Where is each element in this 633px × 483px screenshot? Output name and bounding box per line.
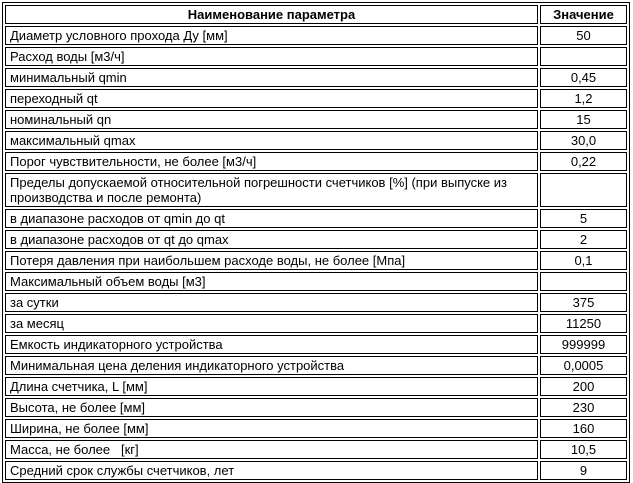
param-name-cell: в диапазоне расходов от qmin до qt bbox=[5, 209, 538, 228]
table-row bbox=[5, 377, 627, 396]
param-value-cell: 2 bbox=[540, 230, 627, 249]
param-value-cell: 375 bbox=[540, 293, 627, 312]
header-row bbox=[5, 5, 627, 24]
param-value-cell: 230 bbox=[540, 398, 627, 417]
param-name-header: Наименование параметра bbox=[5, 5, 538, 24]
table-row bbox=[5, 356, 627, 375]
param-name-cell: максимальный qmax bbox=[5, 131, 538, 150]
table-row bbox=[5, 131, 627, 150]
param-name-cell: Расход воды [м3/ч] bbox=[5, 47, 538, 66]
table-row bbox=[5, 440, 627, 459]
param-name-cell: Длина счетчика, L [мм] bbox=[5, 377, 538, 396]
param-value-cell bbox=[540, 47, 627, 66]
table-row bbox=[5, 272, 627, 291]
param-value-cell: 200 bbox=[540, 377, 627, 396]
param-value-cell: 0,22 bbox=[540, 152, 627, 171]
table-row bbox=[5, 152, 627, 171]
param-value-cell: 999999 bbox=[540, 335, 627, 354]
param-name-cell: в диапазоне расходов от qt до qmax bbox=[5, 230, 538, 249]
param-name-cell: Потеря давления при наибольшем расходе воды, не более [Мпа] bbox=[5, 251, 538, 270]
param-name-cell: Емкость индикаторного устройства bbox=[5, 335, 538, 354]
param-name-cell: минимальный qmin bbox=[5, 68, 538, 87]
param-value-cell: 15 bbox=[540, 110, 627, 129]
table-row bbox=[5, 251, 627, 270]
param-value-cell: 0,45 bbox=[540, 68, 627, 87]
table-row bbox=[5, 26, 627, 45]
param-value-cell: 5 bbox=[540, 209, 627, 228]
param-name-cell: Диаметр условного прохода Ду [мм] bbox=[5, 26, 538, 45]
param-value-cell: 11250 bbox=[540, 314, 627, 333]
param-name-cell: Пределы допускаемой относительной погрешности счетчиков [%] (при выпуске из производства и после ремонта) bbox=[5, 173, 538, 207]
parameters-table bbox=[2, 2, 630, 483]
table-row bbox=[5, 419, 627, 438]
table-row bbox=[5, 461, 627, 480]
table-row bbox=[5, 47, 627, 66]
param-value-cell: 0,0005 bbox=[540, 356, 627, 375]
param-name-cell: номинальный qn bbox=[5, 110, 538, 129]
table-row bbox=[5, 314, 627, 333]
table-row bbox=[5, 230, 627, 249]
table-row bbox=[5, 335, 627, 354]
param-name-cell: Ширина, не более [мм] bbox=[5, 419, 538, 438]
param-value-cell: 160 bbox=[540, 419, 627, 438]
table-row bbox=[5, 293, 627, 312]
param-value-cell bbox=[540, 272, 627, 291]
param-name-cell: Максимальный объем воды [м3] bbox=[5, 272, 538, 291]
param-name-cell: переходный qt bbox=[5, 89, 538, 108]
param-value-cell bbox=[540, 173, 627, 207]
table-row bbox=[5, 209, 627, 228]
param-name-cell: Масса, не более [кг] bbox=[5, 440, 538, 459]
table-row bbox=[5, 110, 627, 129]
param-name-cell: Минимальная цена деления индикаторного устройства bbox=[5, 356, 538, 375]
param-name-cell: за сутки bbox=[5, 293, 538, 312]
param-name-cell: Высота, не более [мм] bbox=[5, 398, 538, 417]
param-value-cell: 1,2 bbox=[540, 89, 627, 108]
table-row bbox=[5, 173, 627, 207]
param-name-cell: Средний срок службы счетчиков, лет bbox=[5, 461, 538, 480]
table-row bbox=[5, 68, 627, 87]
value-header: Значение bbox=[540, 5, 627, 24]
table-row bbox=[5, 398, 627, 417]
param-value-cell: 9 bbox=[540, 461, 627, 480]
table-row bbox=[5, 89, 627, 108]
param-value-cell: 10,5 bbox=[540, 440, 627, 459]
param-value-cell: 50 bbox=[540, 26, 627, 45]
param-name-cell: за месяц bbox=[5, 314, 538, 333]
param-name-cell: Порог чувствительности, не более [м3/ч] bbox=[5, 152, 538, 171]
table-body bbox=[5, 26, 627, 480]
param-value-cell: 0,1 bbox=[540, 251, 627, 270]
param-value-cell: 30,0 bbox=[540, 131, 627, 150]
